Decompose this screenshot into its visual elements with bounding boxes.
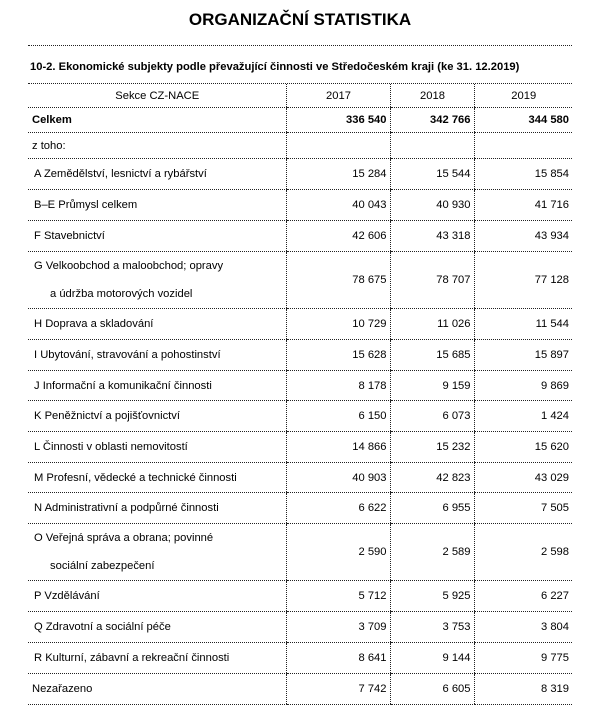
row-label-text: P Vzdělávání [34, 590, 100, 602]
column-header-2018: 2018 [390, 84, 474, 108]
value-2018: 11 026 [390, 309, 474, 340]
row-label [28, 612, 286, 643]
value-2018: 78 707 [390, 252, 474, 309]
table-row [28, 612, 572, 643]
row-label [28, 159, 286, 190]
row-label [28, 371, 286, 401]
value-2018: 5 925 [390, 581, 474, 612]
statistics-table [28, 84, 572, 705]
table-row [28, 401, 572, 432]
row-label-text: O Veřejná správa a obrana; povinné [34, 532, 214, 544]
row-label-text: N Administrativní a podpůrné činnosti [34, 502, 219, 514]
value-2019: 77 128 [474, 252, 572, 309]
row-label [28, 581, 286, 612]
table-row [28, 309, 572, 340]
value-2018: 6 073 [390, 401, 474, 432]
table-row [28, 432, 572, 463]
table-body [28, 108, 572, 705]
value-2018: 43 318 [390, 221, 474, 252]
value-2017: 6 150 [286, 401, 390, 432]
value-2018: 15 232 [390, 432, 474, 463]
row-label [28, 190, 286, 221]
row-label [28, 309, 286, 340]
value-2017: 336 540 [286, 108, 390, 133]
value-2019: 6 227 [474, 581, 572, 612]
table-row [28, 581, 572, 612]
table-row [28, 159, 572, 190]
value-2017: 40 043 [286, 190, 390, 221]
value-2017: 15 628 [286, 340, 390, 371]
value-2017: 2 590 [286, 524, 390, 581]
value-2019: 1 424 [474, 401, 572, 432]
value-2018: 40 930 [390, 190, 474, 221]
value-2019: 9 869 [474, 371, 572, 401]
value-2019 [474, 133, 572, 159]
row-label [28, 340, 286, 371]
row-label-text: G Velkoobchod a maloobchod; opravy [34, 260, 224, 272]
value-2018: 15 685 [390, 340, 474, 371]
page-title: ORGANIZAČNÍ STATISTIKA [188, 10, 412, 29]
table-row [28, 340, 572, 371]
row-label [28, 463, 286, 493]
table-row [28, 371, 572, 401]
value-2018: 42 823 [390, 463, 474, 493]
row-label [28, 108, 286, 133]
value-2018: 9 144 [390, 643, 474, 674]
value-2019: 9 775 [474, 643, 572, 674]
row-label-text: B–E Průmysl celkem [34, 199, 138, 211]
row-label-text: Q Zdravotní a sociální péče [34, 621, 171, 633]
row-label-text: J Informační a komunikační činnosti [34, 379, 212, 392]
row-label-text: K Peněžnictví a pojišťovnictví [34, 410, 180, 422]
row-label [28, 401, 286, 432]
row-label-continuation: sociální zabezpečení [50, 560, 155, 572]
value-2017: 7 742 [286, 674, 390, 705]
value-2017: 8 178 [286, 371, 390, 401]
row-label-text: R Kulturní, zábavní a rekreační činnosti [34, 652, 230, 664]
row-label [28, 252, 286, 309]
value-2018: 9 159 [390, 371, 474, 401]
value-2018: 2 589 [390, 524, 474, 581]
row-label-text: Celkem [32, 114, 72, 126]
row-label [28, 432, 286, 463]
value-2019: 41 716 [474, 190, 572, 221]
value-2019: 3 804 [474, 612, 572, 643]
value-2018 [390, 133, 474, 159]
column-header-2019: 2019 [474, 84, 572, 108]
row-label-text: L Činnosti v oblasti nemovitostí [34, 441, 188, 453]
value-2019: 43 934 [474, 221, 572, 252]
value-2017: 6 622 [286, 493, 390, 524]
value-2019: 344 580 [474, 108, 572, 133]
value-2018: 6 955 [390, 493, 474, 524]
table-row [28, 643, 572, 674]
value-2017: 14 866 [286, 432, 390, 463]
column-header-section: Sekce CZ-NACE [28, 84, 286, 108]
row-label [28, 221, 286, 252]
row-label-text: F Stavebnictví [34, 230, 105, 242]
value-2017: 3 709 [286, 612, 390, 643]
value-2019: 7 505 [474, 493, 572, 524]
row-label [28, 133, 286, 159]
row-label-text: A Zemědělství, lesnictví a rybářství [34, 168, 207, 180]
row-label-text: z toho: [32, 139, 66, 152]
table-row [28, 524, 572, 581]
value-2019: 43 029 [474, 463, 572, 493]
table-row [28, 133, 572, 159]
table-row [28, 190, 572, 221]
title-divider [28, 45, 572, 46]
row-label [28, 674, 286, 705]
value-2017: 5 712 [286, 581, 390, 612]
value-2019: 15 620 [474, 432, 572, 463]
value-2017: 15 284 [286, 159, 390, 190]
table-caption: 10-2. Ekonomické subjekty podle převažující činnosti ve Středočeském kraji (ke 31. 12.2019) [30, 61, 520, 73]
table-row [28, 221, 572, 252]
row-label [28, 493, 286, 524]
row-label-continuation: a údržba motorových vozidel [50, 288, 193, 300]
row-label-text: H Doprava a skladování [34, 318, 154, 330]
row-label-text: I Ubytování, stravování a pohostinství [34, 349, 221, 361]
value-2017: 42 606 [286, 221, 390, 252]
value-2017: 10 729 [286, 309, 390, 340]
value-2017: 8 641 [286, 643, 390, 674]
value-2017 [286, 133, 390, 159]
table-row [28, 252, 572, 309]
row-label-text: M Profesní, vědecké a technické činnosti [34, 471, 237, 484]
row-label-text: Nezařazeno [32, 683, 93, 695]
value-2018: 3 753 [390, 612, 474, 643]
table-row [28, 463, 572, 493]
value-2017: 40 903 [286, 463, 390, 493]
table-header-row [28, 84, 572, 108]
value-2018: 6 605 [390, 674, 474, 705]
value-2019: 2 598 [474, 524, 572, 581]
column-header-2017: 2017 [286, 84, 390, 108]
row-label [28, 524, 286, 581]
table-row [28, 108, 572, 133]
value-2019: 11 544 [474, 309, 572, 340]
value-2018: 342 766 [390, 108, 474, 133]
row-label [28, 643, 286, 674]
value-2019: 15 897 [474, 340, 572, 371]
value-2019: 8 319 [474, 674, 572, 705]
table-row [28, 674, 572, 705]
value-2017: 78 675 [286, 252, 390, 309]
table-row [28, 493, 572, 524]
value-2018: 15 544 [390, 159, 474, 190]
value-2019: 15 854 [474, 159, 572, 190]
